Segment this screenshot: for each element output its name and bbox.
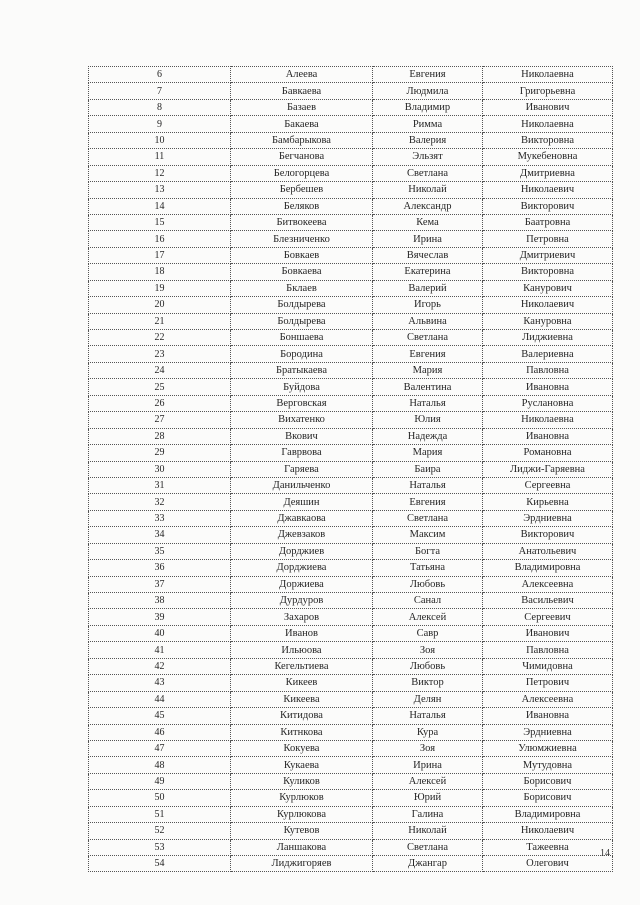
patronymic-cell: Валериевна [483, 346, 613, 362]
table-row [89, 790, 613, 806]
page-number: 14 [600, 848, 610, 859]
first-name-cell: Светлана [373, 510, 483, 526]
last-name-cell: Дурдуров [231, 593, 373, 609]
row-number-cell: 16 [89, 231, 231, 247]
first-name-cell: Наталья [373, 477, 483, 493]
first-name-cell: Евгения [373, 494, 483, 510]
row-number-cell: 10 [89, 132, 231, 148]
first-name-cell: Мария [373, 362, 483, 378]
last-name-cell: Ланшакова [231, 839, 373, 855]
last-name-cell: Кикеев [231, 675, 373, 691]
patronymic-cell: Петровна [483, 231, 613, 247]
table-row [89, 412, 613, 428]
table-row [89, 757, 613, 773]
row-number-cell: 24 [89, 362, 231, 378]
last-name-cell: Бовкаев [231, 247, 373, 263]
row-number-cell: 21 [89, 313, 231, 329]
first-name-cell: Светлана [373, 839, 483, 855]
patronymic-cell: Владимировна [483, 560, 613, 576]
first-name-cell: Любовь [373, 576, 483, 592]
last-name-cell: Гаврвова [231, 445, 373, 461]
row-number-cell: 51 [89, 806, 231, 822]
row-number-cell: 8 [89, 99, 231, 115]
table-row [89, 609, 613, 625]
row-number-cell: 45 [89, 708, 231, 724]
patronymic-cell: Викторович [483, 527, 613, 543]
last-name-cell: Вкович [231, 428, 373, 444]
table-row [89, 543, 613, 559]
first-name-cell: Евгения [373, 346, 483, 362]
patronymic-cell: Викторович [483, 198, 613, 214]
last-name-cell: Беляков [231, 198, 373, 214]
first-name-cell: Кура [373, 724, 483, 740]
row-number-cell: 22 [89, 330, 231, 346]
first-name-cell: Валерий [373, 280, 483, 296]
patronymic-cell: Алексеевна [483, 576, 613, 592]
table-row [89, 362, 613, 378]
table-row [89, 330, 613, 346]
patronymic-cell: Мутудовна [483, 757, 613, 773]
last-name-cell: Кукаева [231, 757, 373, 773]
patronymic-cell: Павловна [483, 362, 613, 378]
first-name-cell: Джангар [373, 856, 483, 872]
patronymic-cell: Канурович [483, 280, 613, 296]
table-row [89, 658, 613, 674]
table-row [89, 527, 613, 543]
table-row [89, 724, 613, 740]
table-row [89, 708, 613, 724]
row-number-cell: 26 [89, 395, 231, 411]
patronymic-cell: Иванович [483, 99, 613, 115]
first-name-cell: Екатерина [373, 264, 483, 280]
patronymic-cell: Николаевич [483, 823, 613, 839]
last-name-cell: Китнкова [231, 724, 373, 740]
patronymic-cell: Петрович [483, 675, 613, 691]
row-number-cell: 14 [89, 198, 231, 214]
last-name-cell: Бовкаева [231, 264, 373, 280]
last-name-cell: Гаряева [231, 461, 373, 477]
last-name-cell: Кокуева [231, 740, 373, 756]
table-row [89, 477, 613, 493]
table-row [89, 576, 613, 592]
row-number-cell: 17 [89, 247, 231, 263]
patronymic-cell: Николаевна [483, 412, 613, 428]
first-name-cell: Вячеслав [373, 247, 483, 263]
last-name-cell: Захаров [231, 609, 373, 625]
first-name-cell: Ирина [373, 757, 483, 773]
first-name-cell: Наталья [373, 708, 483, 724]
last-name-cell: Базаев [231, 99, 373, 115]
first-name-cell: Юрий [373, 790, 483, 806]
table-row [89, 642, 613, 658]
last-name-cell: Кикеева [231, 691, 373, 707]
table-row [89, 445, 613, 461]
row-number-cell: 11 [89, 149, 231, 165]
table-row [89, 510, 613, 526]
last-name-cell: Бакаева [231, 116, 373, 132]
patronymic-cell: Лиджиевна [483, 330, 613, 346]
first-name-cell: Савр [373, 625, 483, 641]
row-number-cell: 7 [89, 83, 231, 99]
patronymic-cell: Владимировна [483, 806, 613, 822]
table-row [89, 461, 613, 477]
patronymic-cell: Дмитриевна [483, 165, 613, 181]
row-number-cell: 42 [89, 658, 231, 674]
patronymic-cell: Павловна [483, 642, 613, 658]
last-name-cell: Белогорцева [231, 165, 373, 181]
last-name-cell: Кегельтиева [231, 658, 373, 674]
first-name-cell: Евгения [373, 67, 483, 83]
last-name-cell: Бамбарыкова [231, 132, 373, 148]
patronymic-cell: Григорьевна [483, 83, 613, 99]
first-name-cell: Ирина [373, 231, 483, 247]
table-row [89, 313, 613, 329]
patronymic-cell: Ивановна [483, 708, 613, 724]
last-name-cell: Китидова [231, 708, 373, 724]
last-name-cell: Курлюкова [231, 806, 373, 822]
last-name-cell: Бавкаева [231, 83, 373, 99]
patronymic-cell: Николаевич [483, 297, 613, 313]
row-number-cell: 12 [89, 165, 231, 181]
patronymic-cell: Ивановна [483, 428, 613, 444]
patronymic-cell: Руслановна [483, 395, 613, 411]
table-row [89, 560, 613, 576]
row-number-cell: 37 [89, 576, 231, 592]
first-name-cell: Зоя [373, 740, 483, 756]
last-name-cell: Боншаева [231, 330, 373, 346]
patronymic-cell: Ивановна [483, 379, 613, 395]
table-row [89, 182, 613, 198]
table-row [89, 494, 613, 510]
patronymic-cell: Николаевич [483, 182, 613, 198]
table-row [89, 214, 613, 230]
table-row [89, 428, 613, 444]
last-name-cell: Кутевов [231, 823, 373, 839]
last-name-cell: Джевзаков [231, 527, 373, 543]
last-name-cell: Битвокеева [231, 214, 373, 230]
last-name-cell: Бегчанова [231, 149, 373, 165]
patronymic-cell: Сергеевич [483, 609, 613, 625]
row-number-cell: 28 [89, 428, 231, 444]
row-number-cell: 33 [89, 510, 231, 526]
row-number-cell: 54 [89, 856, 231, 872]
patronymic-cell: Анатольевич [483, 543, 613, 559]
patronymic-cell: Николаевна [483, 116, 613, 132]
row-number-cell: 44 [89, 691, 231, 707]
table-row [89, 839, 613, 855]
first-name-cell: Римма [373, 116, 483, 132]
roster-table [88, 66, 613, 872]
table-row [89, 67, 613, 83]
patronymic-cell: Чимидовна [483, 658, 613, 674]
row-number-cell: 19 [89, 280, 231, 296]
table-row [89, 806, 613, 822]
patronymic-cell: Борисович [483, 790, 613, 806]
roster-table-body [89, 67, 613, 872]
row-number-cell: 9 [89, 116, 231, 132]
last-name-cell: Болдырева [231, 297, 373, 313]
first-name-cell: Светлана [373, 165, 483, 181]
first-name-cell: Надежда [373, 428, 483, 444]
row-number-cell: 40 [89, 625, 231, 641]
last-name-cell: Алеева [231, 67, 373, 83]
last-name-cell: Дорджиева [231, 560, 373, 576]
patronymic-cell: Николаевна [483, 67, 613, 83]
first-name-cell: Альвина [373, 313, 483, 329]
last-name-cell: Лиджигоряев [231, 856, 373, 872]
first-name-cell: Юлия [373, 412, 483, 428]
last-name-cell: Буйдова [231, 379, 373, 395]
first-name-cell: Наталья [373, 395, 483, 411]
row-number-cell: 30 [89, 461, 231, 477]
patronymic-cell: Васильевич [483, 593, 613, 609]
table-row [89, 395, 613, 411]
row-number-cell: 43 [89, 675, 231, 691]
first-name-cell: Татьяна [373, 560, 483, 576]
table-row [89, 856, 613, 872]
row-number-cell: 46 [89, 724, 231, 740]
table-row [89, 231, 613, 247]
row-number-cell: 23 [89, 346, 231, 362]
last-name-cell: Бородина [231, 346, 373, 362]
first-name-cell: Эльзят [373, 149, 483, 165]
table-row [89, 116, 613, 132]
first-name-cell: Владимир [373, 99, 483, 115]
patronymic-cell: Кирьевна [483, 494, 613, 510]
first-name-cell: Светлана [373, 330, 483, 346]
last-name-cell: Данильченко [231, 477, 373, 493]
patronymic-cell: Алексеевна [483, 691, 613, 707]
last-name-cell: Иванов [231, 625, 373, 641]
row-number-cell: 32 [89, 494, 231, 510]
last-name-cell: Доржиева [231, 576, 373, 592]
first-name-cell: Николай [373, 182, 483, 198]
first-name-cell: Зоя [373, 642, 483, 658]
first-name-cell: Валерия [373, 132, 483, 148]
table-row [89, 165, 613, 181]
patronymic-cell: Романовна [483, 445, 613, 461]
patronymic-cell: Баатровна [483, 214, 613, 230]
first-name-cell: Галина [373, 806, 483, 822]
patronymic-cell: Эрдниевна [483, 510, 613, 526]
patronymic-cell: Кануровна [483, 313, 613, 329]
table-row [89, 691, 613, 707]
row-number-cell: 48 [89, 757, 231, 773]
row-number-cell: 34 [89, 527, 231, 543]
last-name-cell: Бклаев [231, 280, 373, 296]
patronymic-cell: Викторовна [483, 264, 613, 280]
patronymic-cell: Эрдниевна [483, 724, 613, 740]
row-number-cell: 6 [89, 67, 231, 83]
first-name-cell: Любовь [373, 658, 483, 674]
row-number-cell: 41 [89, 642, 231, 658]
row-number-cell: 27 [89, 412, 231, 428]
table-row [89, 132, 613, 148]
table-row [89, 740, 613, 756]
patronymic-cell: Борисович [483, 773, 613, 789]
table-row [89, 675, 613, 691]
patronymic-cell: Иванович [483, 625, 613, 641]
table-row [89, 247, 613, 263]
row-number-cell: 39 [89, 609, 231, 625]
table-row [89, 625, 613, 641]
last-name-cell: Курлюков [231, 790, 373, 806]
last-name-cell: Вихатенко [231, 412, 373, 428]
table-row [89, 280, 613, 296]
table-row [89, 264, 613, 280]
patronymic-cell: Лиджи-Гаряевна [483, 461, 613, 477]
first-name-cell: Богта [373, 543, 483, 559]
table-row [89, 83, 613, 99]
first-name-cell: Алексей [373, 609, 483, 625]
last-name-cell: Джавкаова [231, 510, 373, 526]
first-name-cell: Александр [373, 198, 483, 214]
table-row [89, 149, 613, 165]
last-name-cell: Братыкаева [231, 362, 373, 378]
table-row [89, 593, 613, 609]
first-name-cell: Кема [373, 214, 483, 230]
row-number-cell: 53 [89, 839, 231, 855]
row-number-cell: 31 [89, 477, 231, 493]
patronymic-cell: Тажеевна [483, 839, 613, 855]
first-name-cell: Виктор [373, 675, 483, 691]
last-name-cell: Деяшин [231, 494, 373, 510]
last-name-cell: Верговская [231, 395, 373, 411]
first-name-cell: Делян [373, 691, 483, 707]
patronymic-cell: Улюмжиевна [483, 740, 613, 756]
row-number-cell: 47 [89, 740, 231, 756]
row-number-cell: 50 [89, 790, 231, 806]
table-row [89, 297, 613, 313]
row-number-cell: 38 [89, 593, 231, 609]
first-name-cell: Алексей [373, 773, 483, 789]
table-row [89, 346, 613, 362]
first-name-cell: Максим [373, 527, 483, 543]
first-name-cell: Людмила [373, 83, 483, 99]
last-name-cell: Куликов [231, 773, 373, 789]
row-number-cell: 49 [89, 773, 231, 789]
row-number-cell: 29 [89, 445, 231, 461]
last-name-cell: Блезниченко [231, 231, 373, 247]
table-row [89, 773, 613, 789]
table-row [89, 198, 613, 214]
patronymic-cell: Сергеевна [483, 477, 613, 493]
last-name-cell: Дорджиев [231, 543, 373, 559]
patronymic-cell: Викторовна [483, 132, 613, 148]
row-number-cell: 13 [89, 182, 231, 198]
last-name-cell: Болдырева [231, 313, 373, 329]
row-number-cell: 15 [89, 214, 231, 230]
patronymic-cell: Дмитриевич [483, 247, 613, 263]
first-name-cell: Санал [373, 593, 483, 609]
first-name-cell: Баира [373, 461, 483, 477]
last-name-cell: Ильюова [231, 642, 373, 658]
first-name-cell: Игорь [373, 297, 483, 313]
row-number-cell: 36 [89, 560, 231, 576]
table-row [89, 99, 613, 115]
table-row [89, 379, 613, 395]
row-number-cell: 35 [89, 543, 231, 559]
patronymic-cell: Олегович [483, 856, 613, 872]
first-name-cell: Николай [373, 823, 483, 839]
row-number-cell: 18 [89, 264, 231, 280]
first-name-cell: Мария [373, 445, 483, 461]
row-number-cell: 25 [89, 379, 231, 395]
row-number-cell: 52 [89, 823, 231, 839]
table-row [89, 823, 613, 839]
last-name-cell: Бербешев [231, 182, 373, 198]
first-name-cell: Валентина [373, 379, 483, 395]
row-number-cell: 20 [89, 297, 231, 313]
patronymic-cell: Мукебеновна [483, 149, 613, 165]
